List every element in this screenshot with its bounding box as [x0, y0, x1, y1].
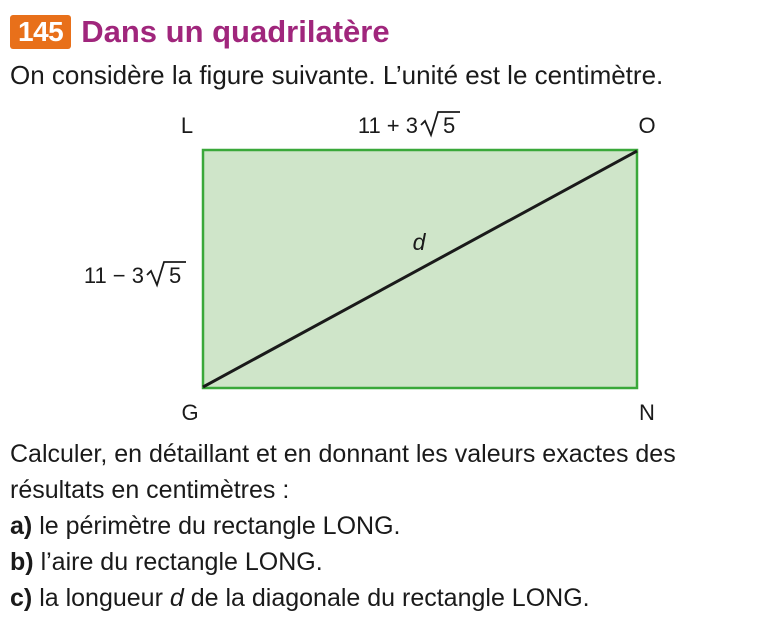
questions-block	[10, 436, 750, 616]
left-side-length	[84, 262, 186, 288]
question-letter: b)	[10, 548, 34, 576]
top-side-prefix: 11 + 3	[357, 113, 418, 138]
question-text-after: de la diagonale du rectangle LONG.	[190, 584, 590, 612]
questions-intro-line-2: résultats en centimètres :	[10, 476, 290, 504]
vertex-label-g: G	[181, 400, 199, 425]
question-letter: a)	[10, 512, 33, 540]
vertex-label-n: N	[639, 400, 655, 425]
question-text-before: la longueur	[39, 584, 163, 612]
exercise-header	[10, 12, 390, 52]
left-side-prefix: 11 − 3	[83, 263, 144, 288]
rectangle-figure	[0, 100, 760, 430]
questions-intro-line-1: Calculer, en détaillant et en donnant les valeurs exactes des	[10, 440, 676, 468]
question-letter: c)	[10, 584, 33, 612]
question-text: le périmètre du rectangle LONG.	[39, 512, 401, 540]
vertex-label-l: L	[180, 113, 194, 138]
exercise-title: Dans un quadrilatère	[81, 14, 390, 49]
question-a	[10, 508, 750, 544]
question-c	[10, 580, 750, 616]
exercise-number-badge: 145	[10, 15, 71, 49]
top-side-radicand: 5	[443, 113, 456, 138]
question-variable: d	[169, 584, 184, 612]
diagonal-label: d	[412, 229, 426, 255]
top-side-length	[358, 112, 460, 138]
question-b	[10, 544, 750, 580]
vertex-label-o: O	[638, 113, 656, 138]
question-text: l’aire du rectangle LONG.	[40, 548, 323, 576]
left-side-radicand: 5	[169, 263, 182, 288]
exercise-intro: On considère la figure suivante. L’unité est le centimètre.	[10, 60, 664, 90]
